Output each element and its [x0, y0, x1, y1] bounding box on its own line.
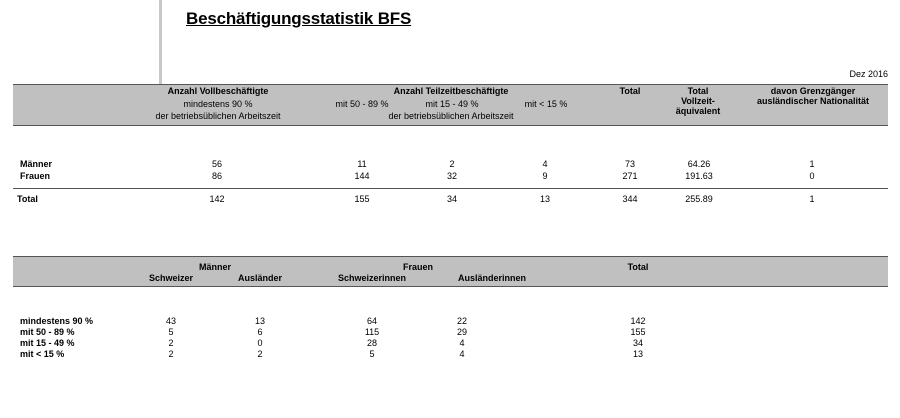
page-title: Beschäftigungsstatistik BFS [186, 9, 412, 28]
row-label: mit < 15 % [20, 349, 65, 359]
row-label-men: Männer [20, 159, 53, 169]
header-fte-2: Vollzeit- [681, 96, 715, 106]
table-cell: 6 [257, 327, 263, 337]
table-cell: 1 [809, 194, 815, 204]
table-cell: 86 [211, 171, 223, 181]
total-separator [13, 188, 888, 189]
table-cell: 29 [456, 327, 468, 337]
table-cell: 4 [542, 159, 548, 169]
table-cell: 155 [630, 327, 646, 337]
row-label: mit 50 - 89 % [20, 327, 75, 337]
table-cell: 144 [354, 171, 370, 181]
table-cell: 28 [366, 338, 378, 348]
header-crossborder-1: davon Grenzgänger [770, 86, 856, 96]
table-cell: 22 [456, 316, 468, 326]
table-cell: 32 [446, 171, 458, 181]
header-total2: Total [627, 262, 649, 272]
table-cell: 13 [254, 316, 266, 326]
header-women: Frauen [402, 262, 434, 272]
table-cell: 2 [449, 159, 455, 169]
table-cell: 56 [211, 159, 223, 169]
row-label-women: Frauen [20, 171, 51, 181]
table-cell: 13 [539, 194, 551, 204]
header-part-50: mit 50 - 89 % [335, 99, 389, 109]
vertical-divider [159, 0, 162, 84]
table-cell: 5 [168, 327, 174, 337]
header-women-foreign: Ausländerinnen [457, 273, 527, 283]
header-fte-3: äquivalent [675, 106, 721, 116]
table-cell: 64.26 [687, 159, 711, 169]
table2-header [13, 256, 888, 287]
table-cell: 255.89 [685, 194, 713, 204]
table-cell: 271 [622, 171, 638, 181]
table-cell: 5 [369, 349, 375, 359]
table-cell: 155 [354, 194, 370, 204]
table-cell: 2 [168, 338, 174, 348]
header-crossborder-2: ausländischer Nationalität [756, 96, 870, 106]
header-fulltime-note: der betriebsüblichen Arbeitszeit [155, 111, 281, 121]
row-label: mit 15 - 49 % [20, 338, 75, 348]
header-part-15: mit 15 - 49 % [425, 99, 479, 109]
table-cell: 2 [168, 349, 174, 359]
table-cell: 344 [622, 194, 638, 204]
table-cell: 142 [630, 316, 646, 326]
table-cell: 115 [364, 327, 380, 337]
header-fte-1: Total [687, 86, 709, 96]
table-cell: 0 [809, 171, 815, 181]
table-cell: 13 [632, 349, 644, 359]
header-men: Männer [198, 262, 232, 272]
table-cell: 4 [459, 349, 465, 359]
header-parttime-note: der betriebsüblichen Arbeitszeit [388, 111, 514, 121]
table-cell: 4 [459, 338, 465, 348]
table-cell: 34 [446, 194, 458, 204]
table-cell: 0 [257, 338, 263, 348]
table-cell: 9 [542, 171, 548, 181]
row-label: mindestens 90 % [20, 316, 94, 326]
table-cell: 142 [209, 194, 225, 204]
table-cell: 2 [257, 349, 263, 359]
report-date: Dez 2016 [849, 69, 888, 79]
header-men-swiss: Schweizer [148, 273, 194, 283]
table-cell: 191.63 [685, 171, 713, 181]
header-part-lt15: mit < 15 % [524, 99, 568, 109]
header-women-swiss: Schweizerinnen [337, 273, 407, 283]
header-men-foreign: Ausländer [237, 273, 283, 283]
header-total: Total [619, 86, 641, 96]
table-cell: 1 [809, 159, 815, 169]
header-fulltime-title: Anzahl Vollbeschäftigte [167, 86, 269, 96]
table-cell: 73 [624, 159, 636, 169]
header-parttime-title: Anzahl Teilzeitbeschäftigte [393, 86, 509, 96]
header-fulltime-sub: mindestens 90 % [183, 99, 253, 109]
table-cell: 43 [165, 316, 177, 326]
row-label-total: Total [17, 194, 38, 204]
table-cell: 11 [357, 159, 367, 169]
table-cell: 64 [366, 316, 378, 326]
table-cell: 34 [632, 338, 644, 348]
